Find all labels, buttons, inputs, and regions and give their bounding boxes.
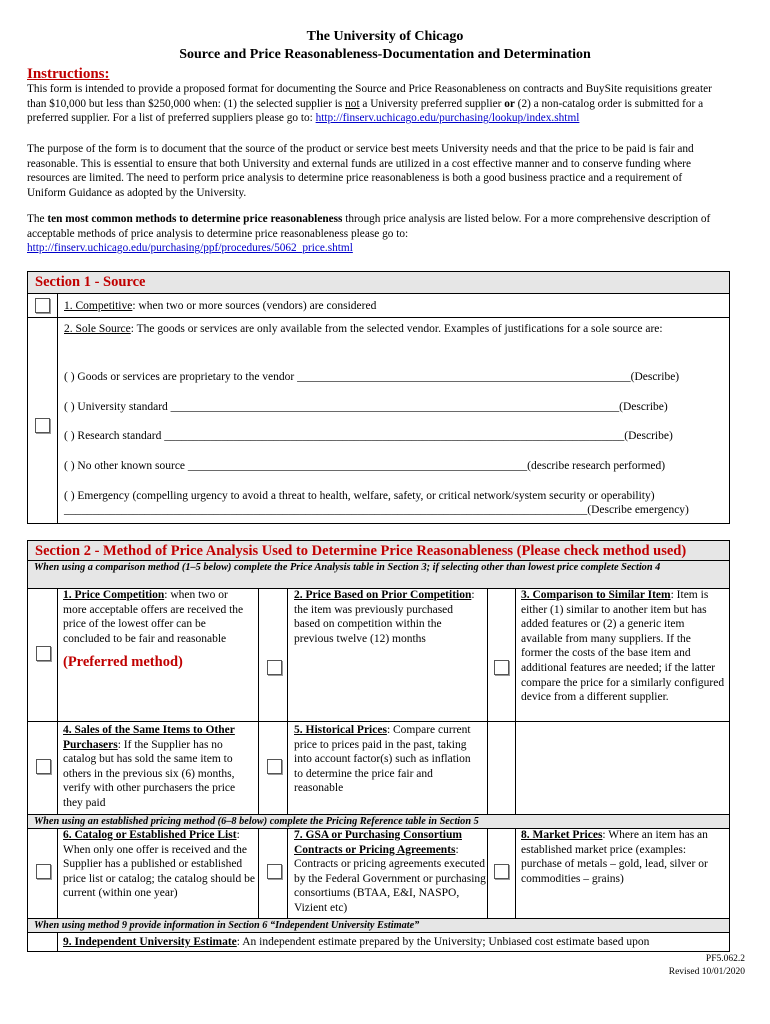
university-title: The University of Chicago bbox=[306, 29, 464, 44]
instructions-paragraph-1: This form is intended to provide a proposed format for documenting the Source and Price Reasonableness on contracts and BuySite requisitions greater than $10,000 but less than $250,000 when: (1) the selected supplier is not a University preferred supplier or (2) a non-catalog order is submitted for a preferred supplier. For a list of preferred suppliers please go to: http://finserv.uchicago.edu/purchasing/lookup/index.shtml bbox=[27, 83, 712, 125]
historical-prices-checkbox[interactable] bbox=[267, 759, 282, 774]
method-3-similar-item: 3. Comparison to Similar Item: Item is either (1) similar to another item but has added features or (2) a generic item available from many suppliers. If the former the costs of the base item and additional features are needed; if the latter compare the price for a similarly configured device from a different supplier. bbox=[521, 589, 725, 704]
section-2-title: Section 2 - Method of Price Analysis Used to Determine Price Reasonableness (Please check method used) bbox=[28, 541, 729, 563]
method-9-independent-estimate: 9. Independent University Estimate: An independent estimate prepared by the University; Unbiased cost estimate based upon bbox=[63, 936, 650, 948]
sole-source-option: 2. Sole Source: The goods or services are only available from the selected vendor. Examples of justifications for a sole source are: bbox=[64, 323, 663, 335]
price-competition-checkbox[interactable] bbox=[36, 646, 51, 661]
section-2-price-analysis bbox=[27, 540, 730, 952]
form-number: PF5.062.2 bbox=[705, 954, 745, 964]
grid-line bbox=[287, 589, 288, 815]
grid-line bbox=[515, 828, 516, 918]
gsa-consortium-checkbox[interactable] bbox=[267, 864, 282, 879]
prior-competition-checkbox[interactable] bbox=[267, 660, 282, 675]
justification-emergency[interactable]: ( ) Emergency (compelling urgency to avoid a threat to health, welfare, safety, or critical network/system security or operability) bbox=[64, 490, 655, 502]
method-2-prior-competition: 2. Price Based on Prior Competition: the item was previously purchased based on competition within the previous twelve (12) months bbox=[294, 589, 475, 645]
comparison-method-note: When using a comparison method (1–5 below) complete the Price Analysis table in Section 3; if selecting other than lowest price complete Section 4 bbox=[28, 560, 729, 589]
sales-to-others-checkbox[interactable] bbox=[36, 759, 51, 774]
instructions-heading: Instructions: bbox=[27, 66, 110, 82]
section-1-column-divider bbox=[57, 294, 58, 523]
grid-line bbox=[287, 828, 288, 918]
competitive-option: 1. Competitive: when two or more sources (vendors) are considered bbox=[64, 300, 377, 312]
method-8-market-prices: 8. Market Prices: Where an item has an established market price (examples: purchase of metals – gold, lead, silver or commodities – grains) bbox=[521, 829, 708, 885]
emergency-describe-line[interactable]: ___________________________________________________________________________________________(Describe emergency) bbox=[64, 504, 689, 516]
preferred-suppliers-link[interactable]: http://finserv.uchicago.edu/purchasing/lookup/index.shtml bbox=[315, 112, 580, 125]
preferred-method-label: (Preferred method) bbox=[63, 654, 183, 670]
competitive-checkbox[interactable] bbox=[35, 298, 50, 313]
grid-line bbox=[487, 828, 488, 918]
grid-line bbox=[57, 589, 58, 951]
justification-university-standard[interactable]: ( ) University standard ______________________________________________________________________________(Describe) bbox=[64, 401, 668, 413]
grid-line bbox=[515, 589, 516, 815]
section-1-source bbox=[27, 271, 730, 524]
method-6-catalog-price: 6. Catalog or Established Price List: When only one offer is received and the Supplier has a published or established price list or catalog; the catalog should be current (within one year) bbox=[63, 829, 255, 900]
section-1-title: Section 1 - Source bbox=[28, 272, 729, 294]
grid-line bbox=[28, 721, 729, 722]
price-procedures-link[interactable]: http://finserv.uchicago.edu/purchasing/ppf/procedures/5062_price.shtml bbox=[27, 242, 353, 255]
revision-date: Revised 10/01/2020 bbox=[668, 967, 745, 977]
method-4-sales-to-others: 4. Sales of the Same Items to Other Purchasers: If the Supplier has no catalog but has sold the same item to others in the previous six (6) months, verify with other purchasers the price they paid bbox=[63, 724, 236, 809]
justification-proprietary[interactable]: ( ) Goods or services are proprietary to the vendor __________________________________________________________(Describe) bbox=[64, 371, 680, 383]
instructions-paragraph-2: The purpose of the form is to document that the source of the product or service best meets University needs and that the price to be paid is fair and reasonable. This is essential to ensure that both University and external funds are utilized in a cost effective manner and to conserve funding where resources are limited. The need to perform price analysis to determine price reasonableness is both a good business practice and a requirement of Uniform Guidance as adopted by the University. bbox=[27, 143, 694, 199]
grid-line bbox=[258, 589, 259, 815]
justification-research-standard[interactable]: ( ) Research standard ________________________________________________________________________________(Describe) bbox=[64, 430, 673, 442]
market-prices-checkbox[interactable] bbox=[494, 864, 509, 879]
similar-item-checkbox[interactable] bbox=[494, 660, 509, 675]
instructions-paragraph-3: The ten most common methods to determine price reasonableness through price analysis are listed below. For a more comprehensive description of acceptable methods of price analysis to determine price reasonableness please go to: http://finserv.uchicago.edu/purchasing/ppf/procedures/5062_price.shtml bbox=[27, 213, 711, 255]
method-9-note: When using method 9 provide information in Section 6 “Independent University Estimate” bbox=[28, 918, 729, 933]
sole-source-checkbox[interactable] bbox=[35, 418, 50, 433]
grid-line bbox=[487, 589, 488, 815]
section-1-row-divider bbox=[28, 317, 729, 318]
form-title: Source and Price Reasonableness-Documentation and Determination bbox=[179, 47, 591, 62]
established-pricing-note: When using an established pricing method (6–8 below) complete the Pricing Reference table in Section 5 bbox=[28, 814, 729, 829]
method-7-gsa-consortium: 7. GSA or Purchasing Consortium Contracts or Pricing Agreements: Contracts or pricing agreements executed by the Federal Government or purchasing consortiums (BTAA, E&I, NASPO, Vizient etc) bbox=[294, 829, 486, 914]
grid-line bbox=[258, 828, 259, 918]
justification-no-other-source[interactable]: ( ) No other known source ___________________________________________________________(describe research performed) bbox=[64, 460, 666, 472]
method-1-price-competition: 1. Price Competition: when two or more acceptable offers are received the price of the lowest offer can be concluded to be fair and reasonable bbox=[63, 589, 244, 645]
catalog-price-checkbox[interactable] bbox=[36, 864, 51, 879]
method-5-historical-prices: 5. Historical Prices: Compare current price to prices paid in the past, taking into account factor(s) such as inflation to determine the price fair and reasonable bbox=[294, 724, 471, 795]
